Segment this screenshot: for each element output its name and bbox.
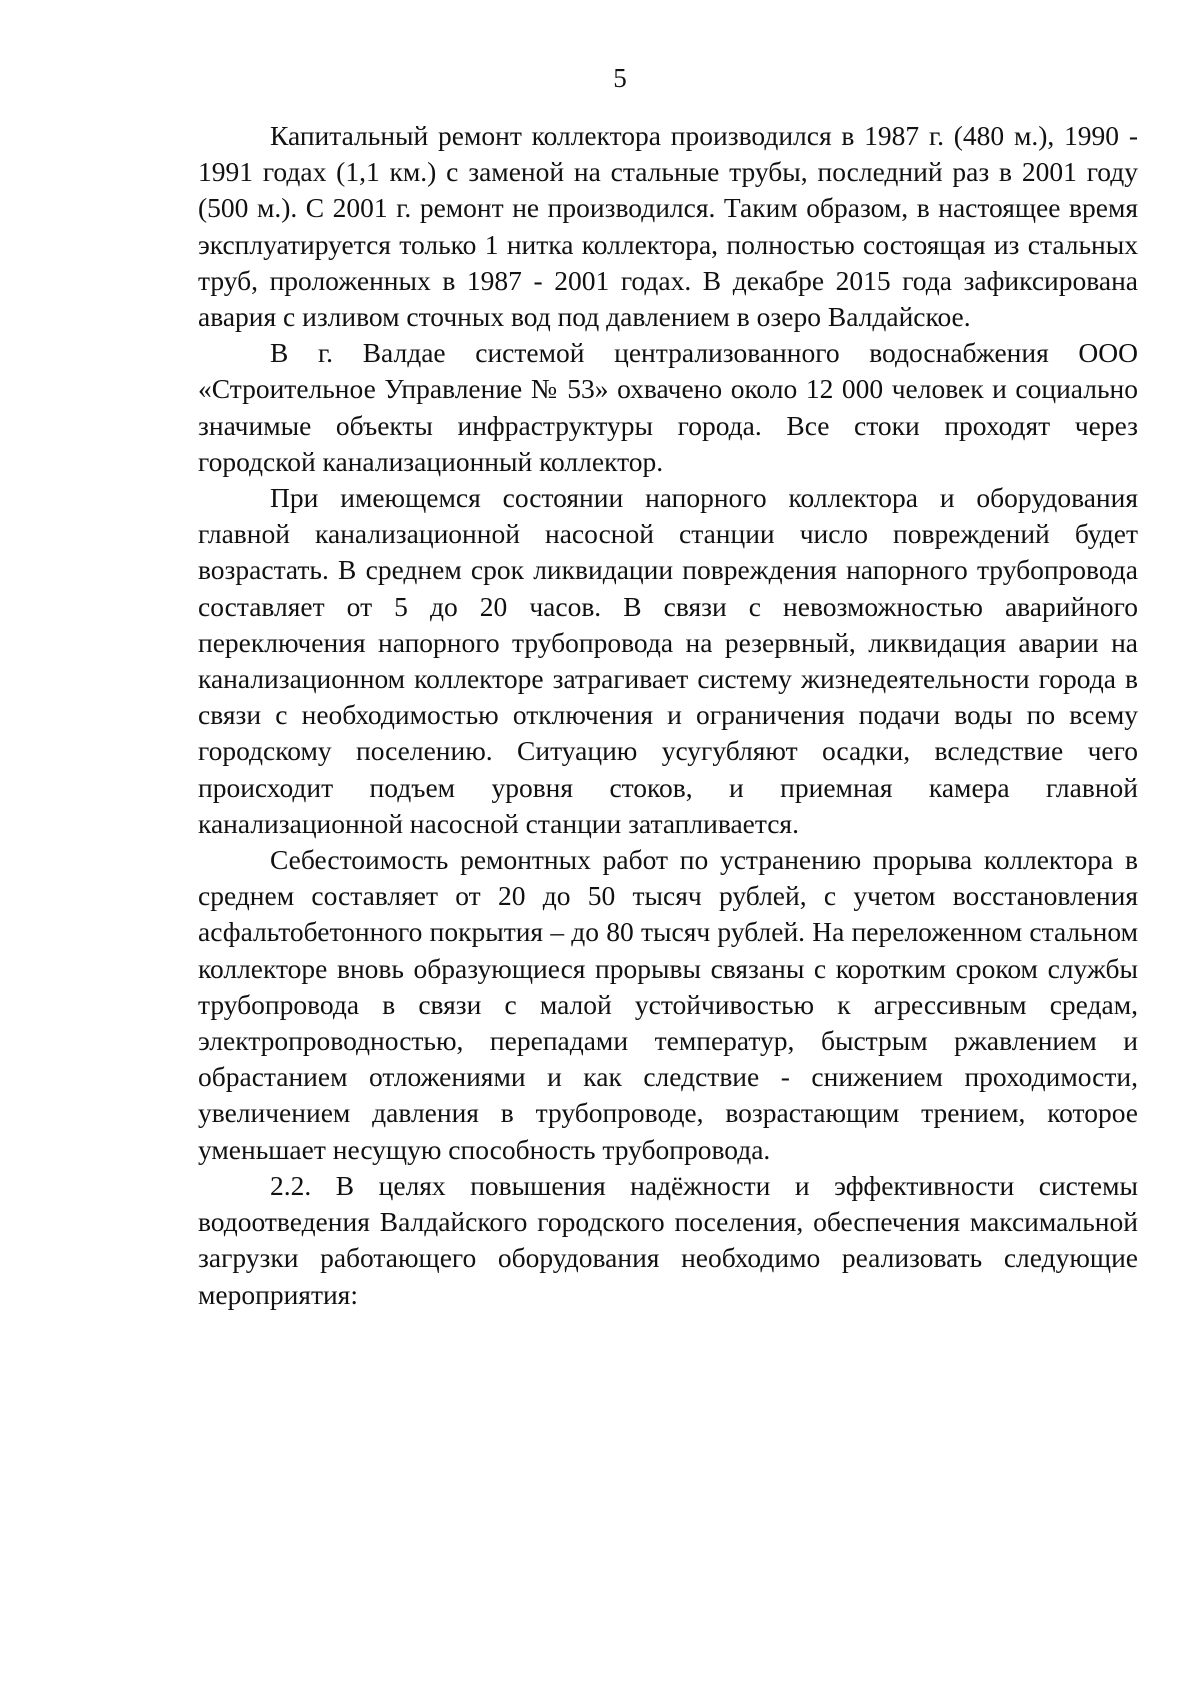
- paragraph-repair-cost: Себестоимость ремонтных работ по устранению прорыва коллектора в среднем составляет от 20 до 50 тысяч рублей, с учетом восстановления асфальтобетонного покрытия – до 80 тысяч рублей. На переложенном стальном коллекторе вновь образующиеся прорывы связаны с коротким сроком службы трубопровода в связи с малой устойчивостью к агрессивным средам, электропроводностью, перепадами температур, быстрым ржавлением и обрастанием отложениями и как следствие - снижением проходимости, увеличением давления в трубопроводе, возрастающим трением, которое уменьшает несущую способность трубопровода.: [198, 844, 1138, 1165]
- paragraph-damage-risk: При имеющемся состоянии напорного коллектора и оборудования главной канализационной насосной станции число повреждений будет возрастать. В среднем срок ликвидации повреждения напорного трубопровода составляет от 5 до 20 часов. В связи с невозможностью аварийного переключения напорного трубопровода на резервный, ликвидация аварии на канализационном коллекторе затрагивает систему жизнедеятельности города в связи с необходимостью отключения и ограничения подачи воды по всему городскому поселению. Ситуацию усугубляют осадки, вследствие чего происходит подъем уровня стоков, и приемная камера главной канализационной насосной станции затапливается.: [198, 482, 1138, 839]
- page-number: 5: [613, 63, 627, 93]
- paragraph-measures-intro: 2.2. В целях повышения надёжности и эффективности системы водоотведения Валдайского городского поселения, обеспечения максимальной загрузки работающего оборудования необходимо реализовать следующие мероприятия:: [198, 1169, 1138, 1310]
- paragraph-collector-repair: Капитальный ремонт коллектора производился в 1987 г. (480 м.), 1990 - 1991 годах (1,1 км.) с заменой на стальные трубы, последний раз в 2001 году (500 м.). С 2001 г. ремонт не производился. Таким образом, в настоящее время эксплуатируется только 1 нитка коллектора, полностью состоящая из стальных труб, проложенных в 1987 - 2001 годах. В декабре 2015 года зафиксирована авария с изливом сточных вод под давлением в озеро Валдайское.: [198, 120, 1138, 333]
- document-body: [198, 118, 1138, 1313]
- paragraph-water-supply: В г. Валдае системой централизованного водоснабжения ООО «Строительное Управление № 53» охвачено около 12 000 человек и социально значимые объекты инфраструктуры города. Все стоки проходят через городской канализационный коллектор.: [198, 337, 1138, 477]
